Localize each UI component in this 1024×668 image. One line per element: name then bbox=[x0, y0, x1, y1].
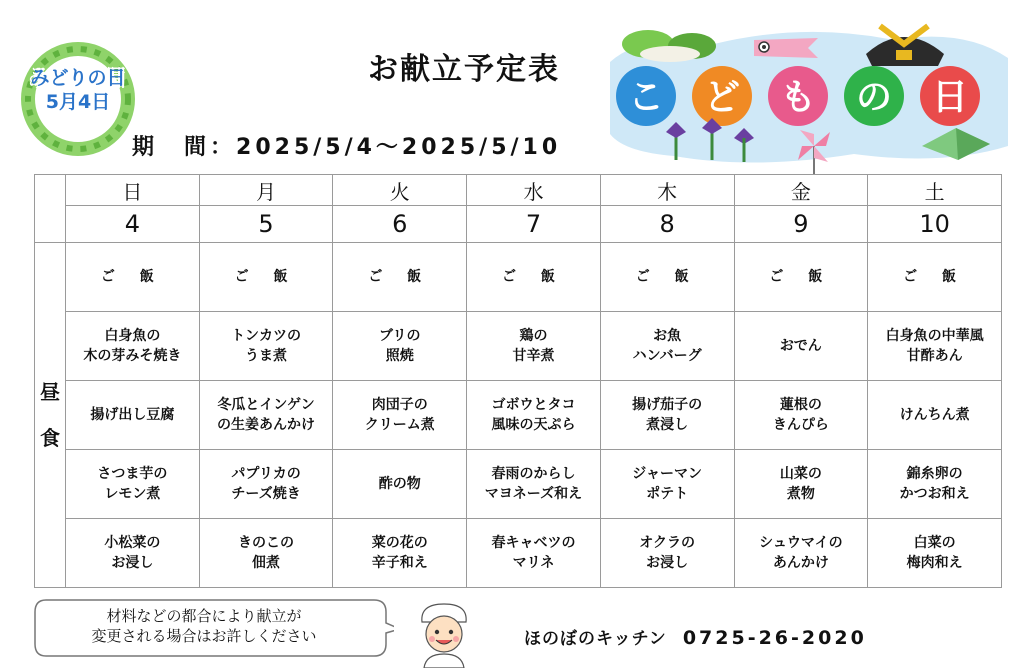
dish-line: オクラの bbox=[639, 535, 696, 551]
dish-line: 白菜の bbox=[913, 535, 956, 551]
dish-line: 酢の物 bbox=[378, 476, 421, 492]
dish-line: ジャーマン bbox=[632, 466, 703, 482]
banner-char: こ bbox=[627, 77, 665, 118]
notice-line1: 材料などの都合により献立が bbox=[106, 607, 302, 625]
weekday-header: 木 bbox=[600, 175, 734, 206]
menu-cell bbox=[467, 312, 601, 381]
dish-line: 鶏の bbox=[519, 328, 548, 344]
menu-cell bbox=[734, 381, 868, 450]
menu-cell bbox=[333, 312, 467, 381]
menu-cell bbox=[333, 450, 467, 519]
menu-cell bbox=[734, 243, 868, 312]
dish-line: 風味の天ぷら bbox=[491, 417, 576, 433]
dish-line: 山菜の bbox=[779, 466, 822, 482]
dish-line: 煮浸し bbox=[646, 417, 689, 433]
weekday-header: 土 bbox=[868, 175, 1002, 206]
dish-line: シュウマイの bbox=[759, 535, 843, 551]
dish-line: 煮物 bbox=[786, 486, 815, 502]
date-header: 8 bbox=[600, 206, 734, 243]
menu-cell bbox=[66, 243, 200, 312]
menu-cell bbox=[467, 381, 601, 450]
dish-line: 木の芽みそ焼き bbox=[83, 348, 182, 364]
menu-cell bbox=[199, 243, 333, 312]
meal-label-char: 食 bbox=[40, 426, 60, 450]
menu-cell bbox=[600, 381, 734, 450]
corner-cell bbox=[35, 175, 66, 243]
menu-cell bbox=[734, 519, 868, 588]
dish-line: かつお和え bbox=[899, 486, 970, 502]
banner-char: ど bbox=[703, 77, 741, 118]
dish-line: ご 飯 bbox=[502, 269, 565, 285]
dish-line: マリネ bbox=[512, 555, 555, 571]
childrens-day-banner bbox=[604, 14, 1014, 174]
dish-line: 菜の花の bbox=[371, 535, 428, 551]
menu-cell bbox=[66, 312, 200, 381]
dish-line: クリーム煮 bbox=[364, 417, 435, 433]
badge-line2: 5月4日 bbox=[45, 91, 111, 113]
dish-line: ご 飯 bbox=[769, 269, 833, 285]
menu-cell bbox=[868, 450, 1002, 519]
date-header: 10 bbox=[868, 206, 1002, 243]
dish-line: 梅肉和え bbox=[906, 555, 963, 571]
greenery-day-badge bbox=[20, 66, 136, 114]
banner-char: 日 bbox=[931, 77, 969, 118]
weekday-header: 金 bbox=[734, 175, 868, 206]
dish-line: 白身魚の bbox=[104, 328, 161, 344]
dish-line: きんぴら bbox=[772, 417, 829, 433]
dish-line: 春キャベツの bbox=[491, 535, 576, 551]
date-header: 9 bbox=[734, 206, 868, 243]
menu-cell bbox=[333, 243, 467, 312]
date-header: 5 bbox=[199, 206, 333, 243]
dish-line: けんちん煮 bbox=[899, 407, 970, 423]
dish-line: きのこの bbox=[238, 535, 295, 551]
menu-cell bbox=[734, 312, 868, 381]
dish-line: お浸し bbox=[111, 555, 154, 571]
dish-line: さつま芋の bbox=[97, 466, 168, 482]
weekday-header: 火 bbox=[333, 175, 467, 206]
menu-cell bbox=[199, 312, 333, 381]
dish-line: 照焼 bbox=[385, 348, 414, 364]
weekday-header: 日 bbox=[66, 175, 200, 206]
page-title: お献立予定表 bbox=[368, 52, 560, 87]
meal-label bbox=[35, 243, 66, 588]
dish-line: 揚げ茄子の bbox=[632, 397, 703, 413]
menu-cell bbox=[868, 381, 1002, 450]
dish-line: の生姜あんかけ bbox=[217, 417, 316, 433]
dish-line: 辛子和え bbox=[371, 555, 428, 571]
date-header: 7 bbox=[467, 206, 601, 243]
banner-char: の bbox=[855, 77, 893, 118]
dish-line: お魚 bbox=[653, 328, 682, 344]
dish-line: ゴボウとタコ bbox=[491, 397, 576, 413]
dish-line: ご 飯 bbox=[635, 269, 699, 285]
menu-cell bbox=[199, 450, 333, 519]
menu-cell bbox=[467, 519, 601, 588]
dish-line: ご 飯 bbox=[903, 269, 967, 285]
dish-line: ポテト bbox=[646, 486, 689, 502]
menu-cell bbox=[333, 381, 467, 450]
menu-cell bbox=[868, 312, 1002, 381]
dish-line: 佃煮 bbox=[252, 555, 281, 571]
menu-cell bbox=[600, 450, 734, 519]
phone-number: 0725-26-2020 bbox=[682, 627, 867, 649]
dish-line: おでん bbox=[779, 338, 822, 354]
menu-cell bbox=[600, 312, 734, 381]
meal-label-char: 昼 bbox=[40, 380, 60, 404]
menu-table bbox=[34, 174, 1002, 588]
dish-line: マヨネーズ和え bbox=[484, 486, 583, 502]
dish-line: 揚げ出し豆腐 bbox=[90, 407, 175, 423]
menu-cell bbox=[467, 243, 601, 312]
menu-cell bbox=[66, 519, 200, 588]
dish-line: 錦糸卵の bbox=[906, 466, 963, 482]
menu-cell bbox=[467, 450, 601, 519]
menu-cell bbox=[868, 519, 1002, 588]
menu-cell bbox=[333, 519, 467, 588]
dish-line: 甘酢あん bbox=[906, 348, 963, 364]
weekday-header: 月 bbox=[199, 175, 333, 206]
dish-line: ご 飯 bbox=[100, 269, 164, 285]
menu-cell bbox=[199, 519, 333, 588]
dish-line: 甘辛煮 bbox=[512, 348, 555, 364]
dish-line: お浸し bbox=[646, 555, 689, 571]
dish-line: あんかけ bbox=[772, 555, 829, 571]
dish-line: 蓮根の bbox=[779, 397, 822, 413]
dish-line: ハンバーグ bbox=[632, 348, 702, 364]
menu-cell bbox=[600, 519, 734, 588]
dish-line: チーズ焼き bbox=[231, 486, 301, 502]
dish-line: レモン煮 bbox=[104, 486, 161, 502]
period-value: 2025/5/4～2025/5/10 bbox=[236, 135, 562, 160]
menu-cell bbox=[66, 450, 200, 519]
dish-line: 肉団子の bbox=[371, 397, 428, 413]
banner-char: も bbox=[779, 77, 817, 118]
dish-line: ご 飯 bbox=[234, 269, 298, 285]
dish-line: ブリの bbox=[379, 328, 421, 344]
period-label: 期 間： bbox=[132, 135, 237, 160]
contact-info bbox=[524, 624, 867, 649]
menu-cell bbox=[199, 381, 333, 450]
menu-cell bbox=[734, 450, 868, 519]
dish-line: うま煮 bbox=[245, 348, 288, 364]
date-header: 4 bbox=[66, 206, 200, 243]
date-header: 6 bbox=[333, 206, 467, 243]
notice-line2: 変更される場合はお許しください bbox=[91, 627, 317, 645]
kabuto-helmet-icon bbox=[866, 26, 944, 66]
dish-line: 冬瓜とインゲン bbox=[217, 397, 315, 413]
badge-line1: みどりの日 bbox=[30, 67, 126, 89]
kitchen-name: ほのぼのキッチン bbox=[524, 629, 667, 649]
menu-cell bbox=[66, 381, 200, 450]
dish-line: ご 飯 bbox=[368, 269, 432, 285]
dish-line: 小松菜の bbox=[104, 535, 161, 551]
dish-line: 白身魚の中華風 bbox=[885, 328, 984, 344]
notice-text bbox=[34, 606, 374, 646]
weekday-header: 水 bbox=[467, 175, 601, 206]
period bbox=[132, 130, 561, 161]
menu-cell bbox=[600, 243, 734, 312]
chef-icon bbox=[412, 600, 476, 668]
dish-line: 春雨のからし bbox=[491, 466, 576, 482]
menu-cell bbox=[868, 243, 1002, 312]
dish-line: トンカツの bbox=[231, 328, 302, 344]
dish-line: パプリカの bbox=[231, 466, 301, 482]
